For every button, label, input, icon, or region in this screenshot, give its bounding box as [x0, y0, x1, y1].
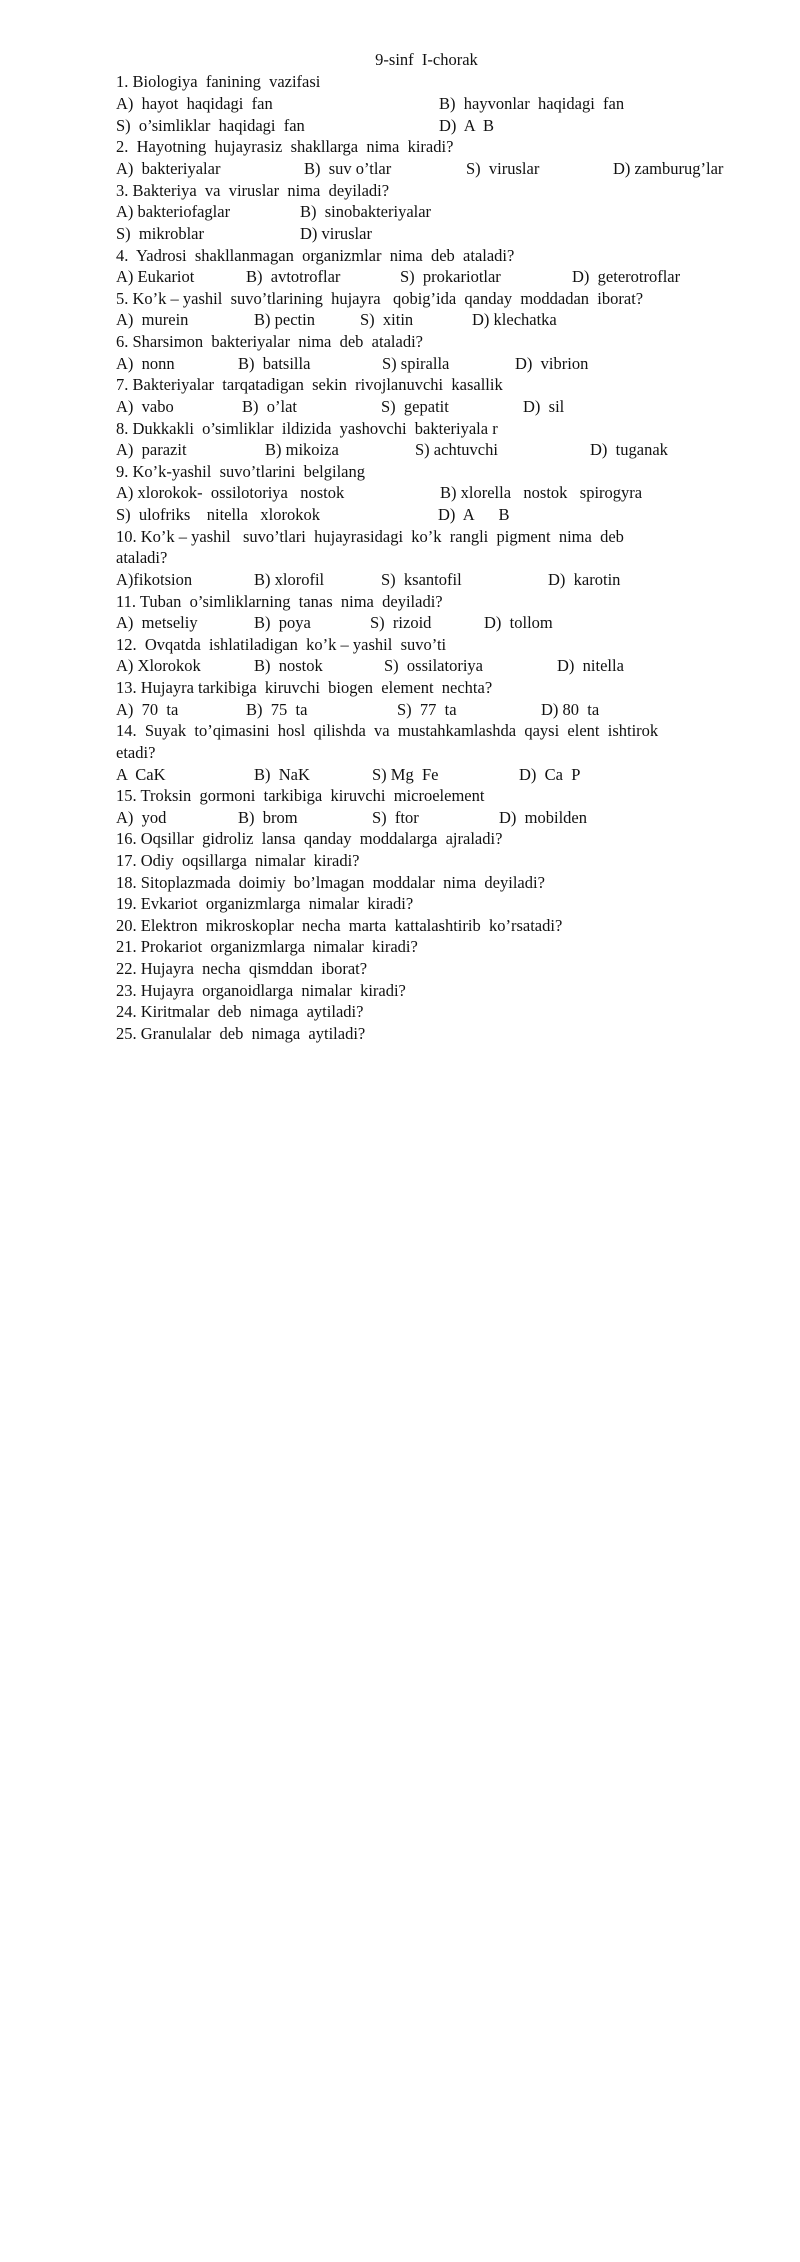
question-7: 7. Bakteriyalar tarqatadigan sekin rivojlanuvchi kasallik	[116, 375, 503, 394]
question-12: 12. Ovqatda ishlatiladigan ko’k – yashil suvo’ti	[116, 635, 447, 654]
question-9: 9. Ko’k-yashil suvo’tlarini belgilang	[116, 462, 365, 481]
q4-option-c: S) prokariotlar	[400, 267, 501, 286]
q8-option-c: S) achtuvchi	[415, 440, 498, 459]
q14-option-a: A CaK	[116, 765, 166, 784]
q12-option-b: B) nostok	[254, 656, 323, 675]
question-10-cont: ataladi?	[116, 548, 168, 567]
question-24: 24. Kiritmalar deb nimaga aytiladi?	[116, 1002, 364, 1021]
q15-option-c: S) ftor	[372, 808, 419, 827]
q11-option-a: A) metseliy	[116, 613, 198, 632]
q5-option-d: D) klechatka	[472, 310, 557, 329]
q3-option-c: S) mikroblar	[116, 224, 204, 243]
question-15: 15. Troksin gormoni tarkibiga kiruvchi microelement	[116, 786, 485, 805]
q1-option-a: A) hayot haqidagi fan	[116, 94, 273, 113]
question-6: 6. Sharsimon bakteriyalar nima deb ataladi?	[116, 332, 423, 351]
question-21: 21. Prokariot organizmlarga nimalar kiradi?	[116, 937, 418, 956]
q1-option-d: D) A B	[439, 116, 495, 135]
question-13: 13. Hujayra tarkibiga kiruvchi biogen element nechta?	[116, 678, 493, 697]
question-20: 20. Elektron mikroskoplar necha marta kattalashtirib ko’rsatadi?	[116, 916, 563, 935]
question-8: 8. Dukkakli o’simliklar ildizida yashovchi bakteriyala r	[116, 419, 498, 438]
q6-option-d: D) vibrion	[515, 354, 589, 373]
q9-option-d: D) A B	[438, 505, 510, 524]
q7-option-d: D) sil	[523, 397, 565, 416]
q3-option-b: B) sinobakteriyalar	[300, 202, 432, 221]
q6-option-b: B) batsilla	[238, 354, 311, 373]
q1-option-b: B) hayvonlar haqidagi fan	[439, 94, 625, 113]
q15-option-b: B) brom	[238, 808, 298, 827]
q15-option-d: D) mobilden	[499, 808, 587, 827]
q9-option-c: S) ulofriks nitella xlorokok	[116, 505, 320, 524]
q3-option-a: A) bakteriofaglar	[116, 202, 231, 221]
q13-option-c: S) 77 ta	[397, 700, 457, 719]
question-4: 4. Yadrosi shakllanmagan organizmlar nima deb ataladi?	[116, 246, 515, 265]
q14-option-c: S) Mg Fe	[372, 765, 439, 784]
q7-option-c: S) gepatit	[381, 397, 449, 416]
q5-option-b: B) pectin	[254, 310, 315, 329]
q9-option-b: B) xlorella nostok spirogyra	[440, 483, 643, 502]
q7-option-a: A) vabo	[116, 397, 174, 416]
q8-option-a: A) parazit	[116, 440, 187, 459]
q10-option-d: D) karotin	[548, 570, 621, 589]
question-19: 19. Evkariot organizmlarga nimalar kiradi?	[116, 894, 414, 913]
q14-option-d: D) Ca P	[519, 765, 581, 784]
q4-option-d: D) geterotroflar	[572, 267, 681, 286]
question-14: 14. Suyak to’qimasini hosl qilishda va mustahkamlashda qaysi elent ishtirok	[116, 721, 659, 740]
q12-option-d: D) nitella	[557, 656, 624, 675]
q7-option-b: B) o’lat	[242, 397, 297, 416]
q13-option-d: D) 80 ta	[541, 700, 600, 719]
q6-option-a: A) nonn	[116, 354, 175, 373]
question-22: 22. Hujayra necha qismddan iborat?	[116, 959, 368, 978]
question-3: 3. Bakteriya va viruslar nima deyiladi?	[116, 181, 390, 200]
q10-option-c: S) ksantofil	[381, 570, 462, 589]
q14-option-b: B) NaK	[254, 765, 310, 784]
q11-option-d: D) tollom	[484, 613, 553, 632]
q4-option-b: B) avtotroflar	[246, 267, 341, 286]
q1-option-c: S) o’simliklar haqidagi fan	[116, 116, 305, 135]
question-2: 2. Hayotning hujayrasiz shakllarga nima kiradi?	[116, 137, 454, 156]
question-23: 23. Hujayra organoidlarga nimalar kiradi?	[116, 981, 406, 1000]
question-5: 5. Ko’k – yashil suvo’tlarining hujayra qobig’ida qanday moddadan iborat?	[116, 289, 644, 308]
q13-option-b: B) 75 ta	[246, 700, 308, 719]
question-16: 16. Oqsillar gidroliz lansa qanday moddalarga ajraladi?	[116, 829, 503, 848]
question-1: 1. Biologiya fanining vazifasi	[116, 72, 321, 91]
q2-option-b: B) suv o’tlar	[304, 159, 392, 178]
q9-option-a: A) xlorokok- ossilotoriya nostok	[116, 483, 345, 502]
q12-option-c: S) ossilatoriya	[384, 656, 483, 675]
q11-option-b: B) poya	[254, 613, 311, 632]
q13-option-a: A) 70 ta	[116, 700, 179, 719]
question-17: 17. Odiy oqsillarga nimalar kiradi?	[116, 851, 360, 870]
q10-option-b: B) xlorofil	[254, 570, 325, 589]
q8-option-d: D) tuganak	[590, 440, 668, 459]
q2-option-d: D) zamburug’lar	[613, 159, 724, 178]
question-10: 10. Ko’k – yashil suvo’tlari hujayrasidagi ko’k rangli pigment nima deb	[116, 527, 624, 546]
question-11: 11. Tuban o’simliklarning tanas nima deyiladi?	[116, 592, 443, 611]
q5-option-a: A) murein	[116, 310, 189, 329]
question-14-cont: etadi?	[116, 743, 156, 762]
q5-option-c: S) xitin	[360, 310, 414, 329]
q2-option-a: A) bakteriyalar	[116, 159, 221, 178]
q11-option-c: S) rizoid	[370, 613, 432, 632]
page-title: 9-sinf I-chorak	[375, 50, 478, 69]
q4-option-a: A) Eukariot	[116, 267, 195, 286]
q3-option-d: D) viruslar	[300, 224, 372, 243]
q2-option-c: S) viruslar	[466, 159, 540, 178]
q6-option-c: S) spiralla	[382, 354, 450, 373]
q15-option-a: A) yod	[116, 808, 167, 827]
q12-option-a: A) Xlorokok	[116, 656, 201, 675]
q8-option-b: B) mikoiza	[265, 440, 339, 459]
question-18: 18. Sitoplazmada doimiy bo’lmagan moddalar nima deyiladi?	[116, 873, 545, 892]
question-25: 25. Granulalar deb nimaga aytiladi?	[116, 1024, 366, 1043]
q10-option-a: A)fikotsion	[116, 570, 193, 589]
